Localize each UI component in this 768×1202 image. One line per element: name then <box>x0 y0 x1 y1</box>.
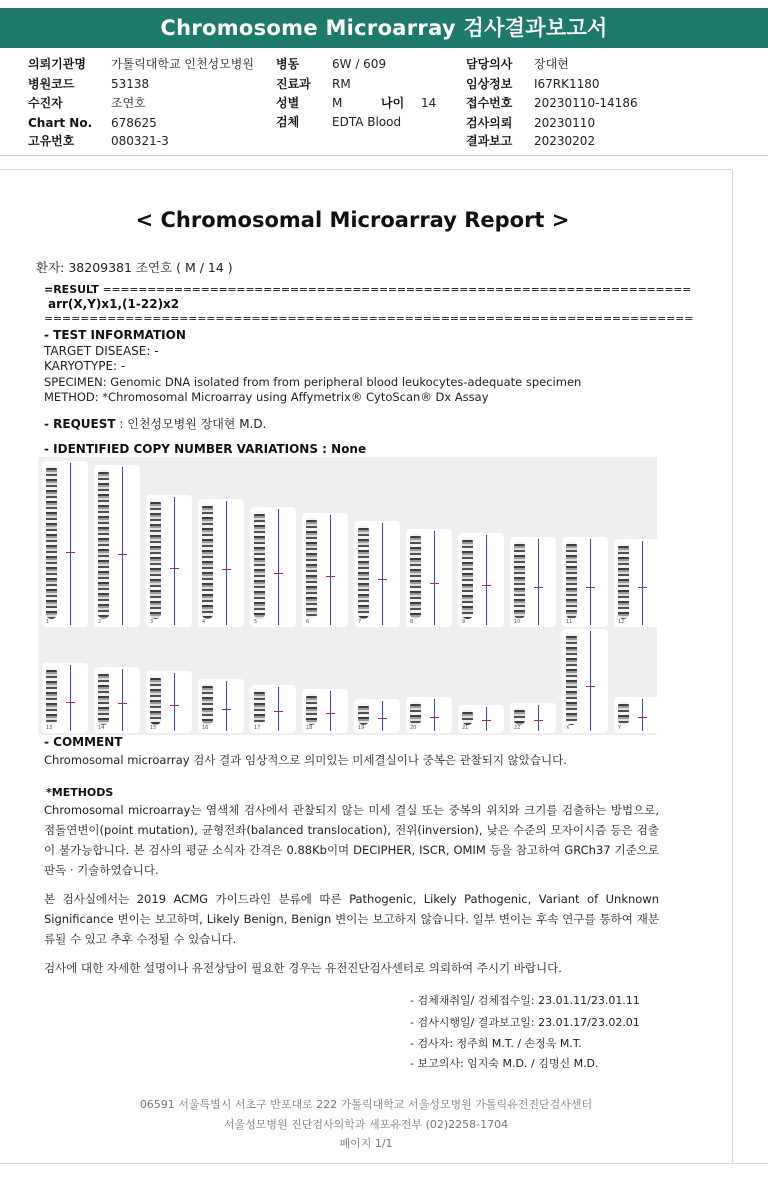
report-header-title: Chromosome Microarray 검사결과보고서 <box>0 8 768 48</box>
chromosome-label: 2 <box>98 619 102 625</box>
comment-text: Chromosomal microarray 검사 결과 임상적으로 의미있는 미세결실이나 중복은 관찰되지 않았습니다. <box>44 753 567 767</box>
copy-number-line <box>382 523 383 625</box>
comment-heading: - COMMENT <box>44 735 123 749</box>
karyogram-figure <box>38 457 657 735</box>
chromosome-label: 14 <box>98 725 105 731</box>
request-date-value: 20230110 <box>534 116 596 130</box>
probe-marker <box>638 717 647 718</box>
chromosome-ideogram <box>254 511 265 619</box>
chromosome-label: Y <box>618 725 622 731</box>
chromosome-label: 22 <box>514 725 521 731</box>
chromosome-label: 20 <box>410 725 417 731</box>
copy-number-line <box>174 497 175 625</box>
unique-id-value: 080321-3 <box>111 134 169 148</box>
accession-label: 접수번호 <box>466 96 513 110</box>
chromosome-ideogram <box>410 533 421 619</box>
probe-marker <box>274 711 283 712</box>
ward-label: 병동 <box>276 57 300 71</box>
chromosome-ideogram <box>566 633 577 725</box>
row2-panel-chrX <box>562 629 608 733</box>
chromosome-ideogram <box>98 469 109 619</box>
header-divider <box>0 155 768 156</box>
row1-panel-chr2 <box>94 465 140 627</box>
row2-panel-chr18 <box>302 689 348 733</box>
probe-marker <box>118 554 127 555</box>
chart-no-label: Chart No. <box>28 116 93 130</box>
row1-panel-chr7 <box>354 521 400 627</box>
date-line-1: - 검체채취일/ 검체접수일: 23.01.11/23.01.11 <box>410 994 640 1007</box>
probe-marker <box>326 713 335 714</box>
copy-number-line <box>122 467 123 625</box>
row2-panel-chr22 <box>510 703 556 733</box>
chromosome-ideogram <box>46 465 57 619</box>
row2-panel-chr13 <box>42 663 88 733</box>
chromosome-ideogram <box>150 675 161 725</box>
row2-panel-chr16 <box>198 679 244 733</box>
target-disease: TARGET DISEASE: - <box>44 344 159 358</box>
probe-marker <box>222 709 231 710</box>
footer-address: 06591 서울특별시 서초구 반포대로 222 가톨릭대학교 서울성모병원 가톨릭유전진단검사센터 <box>139 1098 593 1111</box>
probe-marker <box>378 579 387 580</box>
department-value: RM <box>332 77 351 91</box>
chromosome-label: 12 <box>618 619 625 625</box>
accession-value: 20230110-14186 <box>534 96 638 110</box>
row1-panel-chr9 <box>458 533 504 627</box>
chromosome-label: 9 <box>462 619 466 625</box>
institution-value: 가톨릭대학교 인천성모병원 <box>111 57 254 71</box>
report-title: < Chromosomal Microarray Report > <box>135 208 570 232</box>
probe-marker <box>170 705 179 706</box>
chromosome-ideogram <box>306 693 317 725</box>
probe-marker <box>326 576 335 577</box>
chromosome-ideogram <box>618 543 629 619</box>
chromosome-ideogram <box>462 537 473 619</box>
chromosome-ideogram <box>566 541 577 619</box>
copy-number-line <box>590 539 591 625</box>
row1-panel-chr4 <box>198 499 244 627</box>
sex-label: 성별 <box>276 96 300 110</box>
chromosome-label: 19 <box>358 725 365 731</box>
row1-panel-chr5 <box>250 507 296 627</box>
methods-paragraph-1: Chromosomal microarray는 염색체 검사에서 관찰되지 않는 미세 결실 또는 중복의 위치와 크기를 검출하는 방법으로, 점돌연변이(point mutation), 균형전좌(balanced translocation), 전위(inversion), 낮은 수준의 모자이시즘 등은 검출이 불가능합니다. 본 검사의 평균 소식자 간격은 0.88Kb이며 DECIPHER, ISCR, OMIM 등을 참고하여 GRCh37 기준으로 판독 · 기술하였습니다. <box>44 803 659 877</box>
clinical-info-value: I67RK1180 <box>534 77 600 91</box>
request-value: : 인천성모병원 장대현 M.D. <box>115 417 267 431</box>
probe-marker <box>118 703 127 704</box>
specimen-label: 검체 <box>276 115 300 129</box>
probe-marker <box>534 720 543 721</box>
row1-panel-chr12 <box>614 539 660 627</box>
copy-number-line <box>122 669 123 731</box>
chromosome-ideogram <box>618 701 629 725</box>
report-date-label: 결과보고 <box>466 134 513 148</box>
chromosome-label: 15 <box>150 725 157 731</box>
chromosome-label: 10 <box>514 619 521 625</box>
copy-number-line <box>486 535 487 625</box>
request-line <box>44 415 266 432</box>
department-label: 진료과 <box>276 77 311 91</box>
methods-paragraph-3: 검사에 대한 자세한 설명이나 유전상담이 필요한 경우는 유전진단검사센터로 의뢰하여 주시기 바랍니다. <box>44 961 562 975</box>
footer-page-number: 페이지 1/1 <box>339 1137 393 1150</box>
chromosome-label: 11 <box>566 619 573 625</box>
chromosome-label: 1 <box>46 619 50 625</box>
copy-number-line <box>590 631 591 731</box>
row2-panel-chr15 <box>146 671 192 733</box>
chromosome-ideogram <box>98 671 109 725</box>
methods-heading: *METHODS <box>46 786 114 799</box>
patient-line: 환자: 38209381 조연호 ( M / 14 ) <box>36 260 233 275</box>
chromosome-label: 16 <box>202 725 209 731</box>
row1-panel-chr11 <box>562 537 608 627</box>
probe-marker <box>430 583 439 584</box>
hospital-code-label: 병원코드 <box>28 77 75 91</box>
copy-number-line <box>538 705 539 731</box>
chromosome-label: 18 <box>306 725 313 731</box>
copy-number-line <box>642 541 643 625</box>
age-value: 14 <box>421 96 437 110</box>
patient-name-value: 조연호 <box>111 96 146 110</box>
row2-panel-chrY <box>614 697 660 733</box>
chromosome-label: 7 <box>358 619 362 625</box>
ward-value: 6W / 609 <box>332 57 387 71</box>
probe-marker <box>586 686 595 687</box>
probe-marker <box>222 569 231 570</box>
copy-number-line <box>642 699 643 731</box>
probe-marker <box>482 720 491 721</box>
copy-number-line <box>70 665 71 731</box>
chromosome-ideogram <box>410 701 421 725</box>
examiner-line: - 검사자: 정주희 M.T. / 손정욱 M.T. <box>410 1037 582 1050</box>
copy-number-line <box>226 501 227 625</box>
doctor-label: 담당의사 <box>466 57 513 71</box>
specimen-info: SPECIMEN: Genomic DNA isolated from from peripheral blood leukocytes-adequate specimen <box>44 375 582 389</box>
unique-id-label: 고유번호 <box>28 134 75 148</box>
reporting-doctor-line: - 보고의사: 임지숙 M.D. / 김명신 M.D. <box>410 1057 599 1070</box>
chromosome-ideogram <box>358 703 369 725</box>
result-label-rule: ================================================================== <box>102 283 692 296</box>
hospital-code-value: 53138 <box>111 77 150 91</box>
date-line-2: - 검사시행일/ 결과보고일: 23.01.17/23.02.01 <box>410 1016 640 1029</box>
copy-number-line <box>434 531 435 625</box>
copy-number-line <box>278 509 279 625</box>
copy-number-line <box>486 707 487 731</box>
copy-number-line <box>70 463 71 625</box>
row1-panel-chr3 <box>146 495 192 627</box>
result-label <box>44 283 691 296</box>
chromosome-ideogram <box>358 525 369 619</box>
methods-paragraph-2: 본 검사실에서는 2019 ACMG 가이드라인 분류에 따른 Pathogenic, Likely Pathogenic, Variant of Unknown Significance 변이는 보고하며, Likely Benign, Benign 변이는 보고하지 않습니다. 일부 변이는 후속 연구를 통하여 재분류될 수 있고 추후 수정될 수 있습니다. <box>44 892 659 946</box>
chromosome-label: 6 <box>306 619 310 625</box>
test-info-heading: - TEST INFORMATION <box>44 328 186 342</box>
chromosome-ideogram <box>514 541 525 619</box>
probe-marker <box>482 585 491 586</box>
result-label-text: =RESULT <box>44 283 99 296</box>
specimen-value: EDTA Blood <box>332 115 402 129</box>
copy-number-line <box>538 539 539 625</box>
probe-marker <box>638 587 647 588</box>
bottom-divider <box>0 1163 768 1164</box>
age-label: 나이 <box>381 96 405 110</box>
row2-panel-chr17 <box>250 685 296 733</box>
row1-panel-chr6 <box>302 513 348 627</box>
probe-marker <box>430 717 439 718</box>
clinical-info-label: 임상정보 <box>466 77 513 91</box>
chromosome-ideogram <box>306 517 317 619</box>
chromosome-ideogram <box>514 707 525 725</box>
chromosome-ideogram <box>202 503 213 619</box>
copy-number-line <box>174 673 175 731</box>
chromosome-label: 17 <box>254 725 261 731</box>
chart-no-value: 678625 <box>111 116 157 130</box>
chromosome-ideogram <box>254 689 265 725</box>
institution-label: 의뢰기관명 <box>28 57 86 71</box>
chromosome-ideogram <box>46 667 57 725</box>
copy-number-line <box>226 681 227 731</box>
row1-panel-chr8 <box>406 529 452 627</box>
report-date-value: 20230202 <box>534 134 596 148</box>
row2-panel-chr20 <box>406 697 452 733</box>
probe-marker <box>534 587 543 588</box>
probe-marker <box>66 702 75 703</box>
result-double-rule: ======================================================================== <box>44 312 694 325</box>
chromosome-label: 8 <box>410 619 414 625</box>
footer-department: 서울성모병원 진단검사의학과 세포유전부 (02)2258-1704 <box>223 1118 509 1131</box>
copy-number-line <box>278 687 279 731</box>
probe-marker <box>170 568 179 569</box>
row2-panel-chr14 <box>94 667 140 733</box>
probe-marker <box>274 573 283 574</box>
chromosome-label: 4 <box>202 619 206 625</box>
row1-panel-chr1 <box>42 461 88 627</box>
method-info: METHOD: *Chromosomal Microarray using Affymetrix® CytoScan® Dx Assay <box>44 390 489 404</box>
chromosome-label: 3 <box>150 619 154 625</box>
copy-number-line <box>330 515 331 625</box>
sex-value: M <box>332 96 343 110</box>
result-value: arr(X,Y)x1,(1-22)x2 <box>48 297 180 311</box>
cnv-heading: - IDENTIFIED COPY NUMBER VARIATIONS : None <box>44 442 367 456</box>
chromosome-label: X <box>566 725 570 731</box>
copy-number-line <box>330 691 331 731</box>
probe-marker <box>66 552 75 553</box>
copy-number-line <box>434 699 435 731</box>
request-date-label: 검사의뢰 <box>466 116 513 130</box>
chromosome-label: 5 <box>254 619 258 625</box>
chromosome-label: 21 <box>462 725 469 731</box>
chromosome-label: 13 <box>46 725 53 731</box>
chromosome-ideogram <box>150 499 161 619</box>
chromosome-ideogram <box>462 709 473 725</box>
doctor-value: 장대현 <box>534 57 569 71</box>
row2-panel-chr19 <box>354 699 400 733</box>
row1-panel-chr10 <box>510 537 556 627</box>
probe-marker <box>586 587 595 588</box>
request-label: - REQUEST <box>44 417 116 431</box>
chromosome-ideogram <box>202 683 213 725</box>
copy-number-line <box>382 701 383 731</box>
patient-name-label: 수진자 <box>28 96 63 110</box>
row2-panel-chr21 <box>458 705 504 733</box>
probe-marker <box>378 718 387 719</box>
karyotype: KARYOTYPE: - <box>44 359 126 373</box>
